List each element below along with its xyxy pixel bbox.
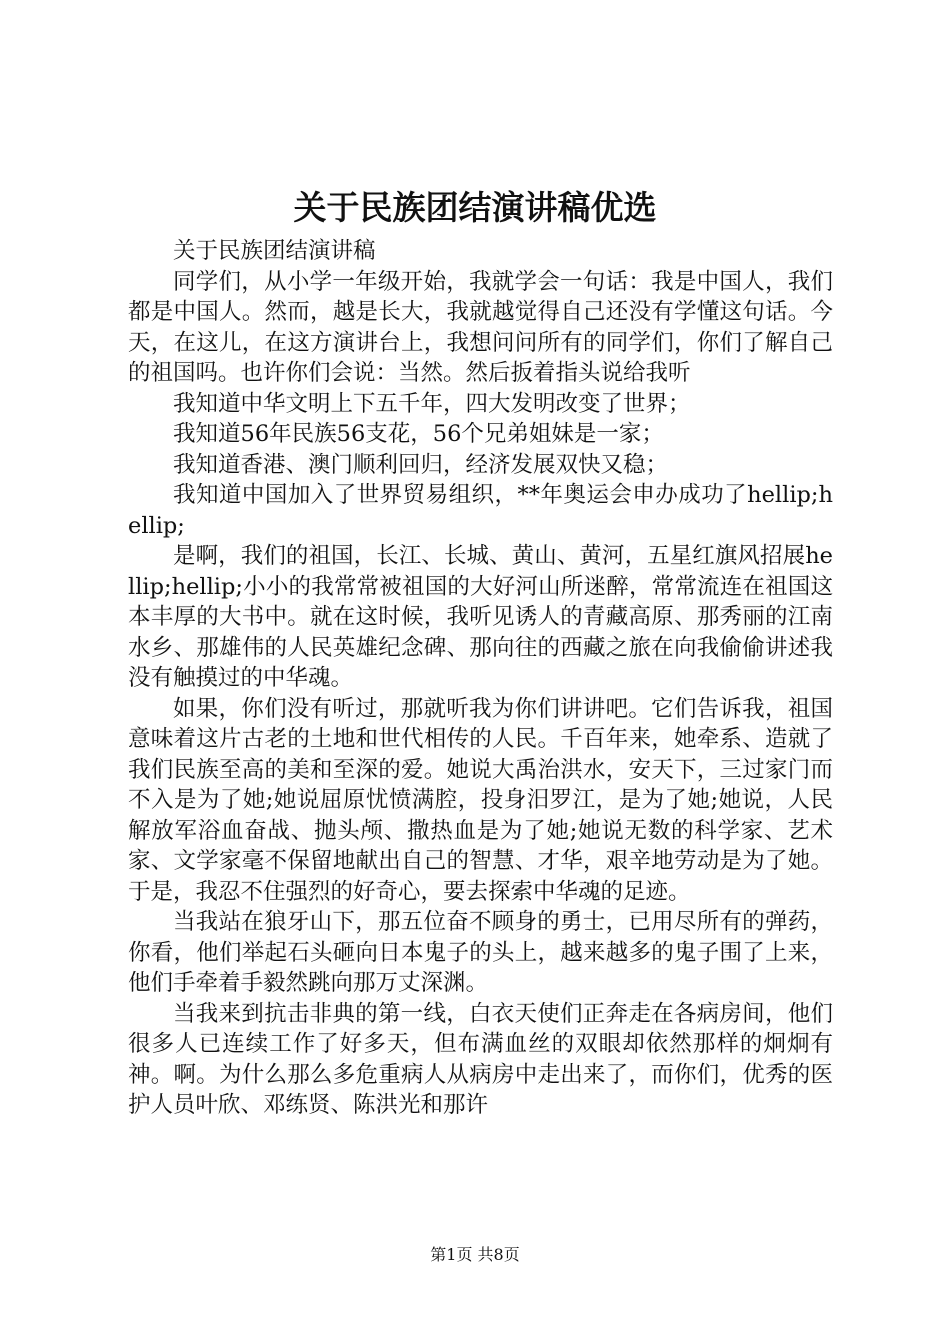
paragraph: 当我来到抗击非典的第一线，白衣天使们正奔走在各病房间，他们很多人已连续工作了好多天，但布满血丝的双眼却依然那样的炯炯有神。啊。为什么那么多危重病人从病房中走出来了，而你们，优秀的医护人员叶欣、邓练贤、陈洪光和那许 xyxy=(128,1000,833,1118)
paragraph: 同学们，从小学一年级开始，我就学会一句话：我是中国人，我们都是中国人。然而，越是长大，我就越觉得自己还没有学懂这句话。今天，在这儿，在这方演讲台上，我想问问所有的同学们，你们了解自己的祖国吗。也许你们会说：当然。然后扳着指头说给我听 xyxy=(128,268,833,386)
document-body xyxy=(128,236,833,1121)
document-title: 关于民族团结演讲稿优选 xyxy=(293,188,657,227)
paragraph: 关于民族团结演讲稿 xyxy=(173,238,376,264)
paragraph: 我知道56年民族56支花，56个兄弟姐妹是一家； xyxy=(173,421,664,447)
paragraph: 我知道香港、澳门顺利回归，经济发展双快又稳； xyxy=(173,451,669,478)
paragraph: 如果，你们没有听过，那就听我为你们讲讲吧。它们告诉我，祖国意味着这片古老的土地和世代相传的人民。千百年来，她牵系、造就了我们民族至高的美和至深的爱。她说大禹治洪水，安天下，三过家门而不入是为了她;她说屈原忧愤满腔，投身汨罗江，是为了她;她说，人民解放军浴血奋战、抛头颅、撒热血是为了她;她说无数的科学家、艺术家、文学家毫不保留地献出自己的智慧、才华，艰辛地劳动是为了她。于是，我忍不住强烈的好奇心，要去探索中华魂的足迹。 xyxy=(128,695,833,905)
page-footer: 第1页 共8页 xyxy=(430,1245,520,1264)
paragraph: 我知道中国加入了世界贸易组织，**年奥运会申办成功了hellip;hellip; xyxy=(128,482,833,539)
paragraph: 是啊，我们的祖国，长江、长城、黄山、黄河，五星红旗风招展hellip;hellip;小小的我常常被祖国的大好河山所迷醉，常常流连在祖国这本丰厚的大书中。就在这时候，我听见诱人的青藏高原、那秀丽的江南水乡、那雄伟的人民英雄纪念碑、那向往的西藏之旅在向我偷偷讲述我没有触摸过的中华魂。 xyxy=(128,543,833,691)
paragraph: 我知道中华文明上下五千年，四大发明改变了世界； xyxy=(173,390,691,417)
paragraph: 当我站在狼牙山下，那五位奋不顾身的勇士，已用尽所有的弹药，你看，他们举起石头砸向日本鬼子的头上，越来越多的鬼子围了上来，他们手牵着手毅然跳向那万丈深渊。 xyxy=(128,909,833,996)
